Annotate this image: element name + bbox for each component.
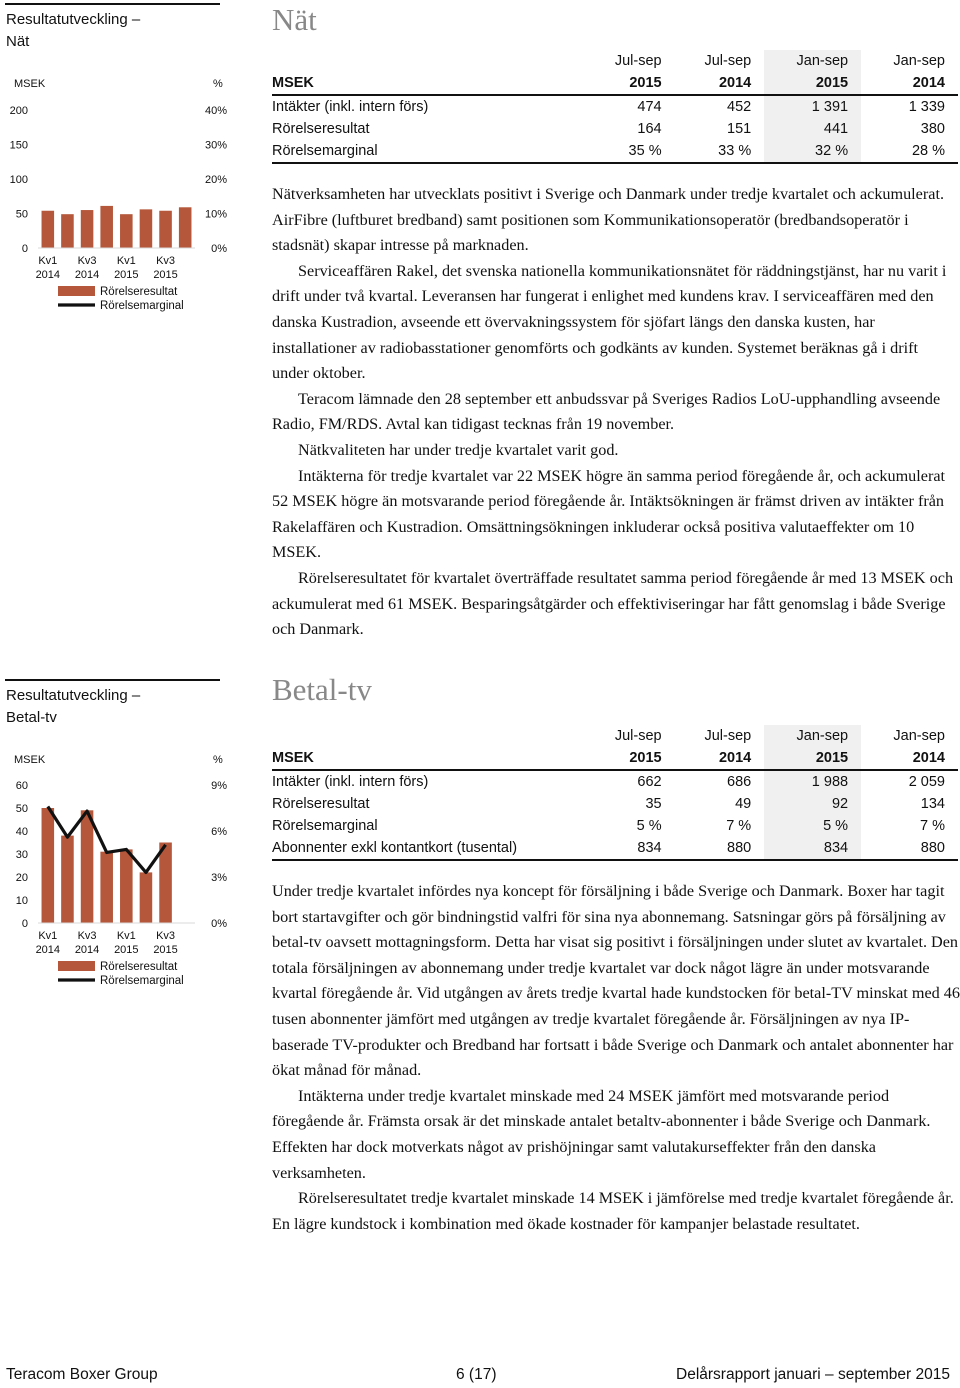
paragraph: Intäkterna under tredje kvartalet minskade med 24 MSEK jämfört med motsvarande period föregående år. Främsta orsak är det minskade antalet betaltv-abonnenter i både Sverige och Danmark. Effekten har dock motverkats något av prishöjningar samt valutakurseffekter från den danska verksamheten. [272,1086,931,1182]
x-tick-label: 2015 [114,944,139,956]
x-tick-label: Kv3 [77,255,97,267]
legend-label: Rörelsemarginal [100,300,184,312]
section-title-net: Nät [272,2,317,37]
net-col-h2: Jul-sep [704,53,752,69]
table-row: Abonnenter exkl kontantkort (tusental) 834 880 834 880 [272,837,958,860]
bar [42,808,55,923]
tv-body-text [272,879,960,1237]
net-body-text [272,182,958,643]
bar [120,214,133,248]
paragraph: Serviceaffären Rakel, det svenska nationella kommunikationsnätet för räddningstjänst, har nu varit i drift under två kvartal. Leveransen har fungerat i enlighet med kundens krav. I serviceaffären med den danska Kustradion, avseende ett övervakningssystem för sjöfart längs den danska kusten, har installationer av radiobasstationer genomförts och godkänts av kunden. Systemet beräknas gå i drift under oktober. [272,261,947,383]
y-tick-label-left: 200 [9,105,28,117]
legend-label: Rörelsemarginal [100,975,184,987]
table-row: Intäkter (inkl. intern förs) 662 686 1 988 2 059 [272,770,958,793]
footer-report-title: Delårsrapport januari – september 2015 [676,1366,950,1383]
x-tick-label: 2015 [153,944,178,956]
y-tick-label-right: 20% [204,174,227,186]
chart-tv [0,770,240,1000]
y-tick-label-right: 0% [211,243,227,255]
legend-label: Rörelseresultat [100,286,178,298]
x-tick-label: Kv3 [156,930,176,942]
x-tick-label: 2015 [114,269,139,281]
tv-left-unit: MSEK [14,754,46,766]
sidebar-net-title: Resultatutveckling – Nät [6,11,141,50]
bar [81,810,94,923]
bar [42,211,55,248]
y-tick-label-left: 50 [15,208,28,221]
paragraph: Nätkvaliteten har under tredje kvartalet varit god. [298,440,619,459]
x-tick-label: Kv3 [156,255,176,267]
section-title-tv: Betal-tv [272,672,372,707]
net-col-h3: Jan-sep [764,50,861,72]
table-row: Rörelsemarginal 5 % 7 % 5 % 7 % [272,815,958,837]
y-tick-label-left: 0 [21,243,28,255]
net-col-h1: Jul-sep [614,53,662,69]
table-row: Rörelsemarginal 35 % 33 % 32 % 28 % [272,140,958,163]
y-tick-label-right: 40% [204,105,227,117]
y-tick-label-left: 150 [9,139,28,152]
tv-right-unit: % [213,754,223,766]
net-right-unit: % [213,78,223,90]
bar [140,209,153,248]
net-left-unit: MSEK [14,78,46,90]
bar [179,207,192,248]
x-tick-label: Kv1 [116,930,136,942]
table-row: Rörelseresultat 35 49 92 134 [272,793,958,815]
bar [159,211,172,248]
paragraph: Rörelseresultatet tredje kvartalet minskade 14 MSEK i jämförelse med tredje kvartalet föregående år. En lägre kundstock i kombination med ökade kostnader för kampanjer belastade resultatet. [272,1189,954,1233]
y-tick-label-right: 9% [211,780,227,792]
net-table: Jul-sep Jul-sep Jan-sep Jan-sep MSEK 2015 2014 2015 2014 Intäkter (inkl. intern förs) 474 452 1 391 1 339 Rörelseresultat 164 151 441 380 Rörelsemarginal 35 % 33 % 32 % 28 % [272,50,958,164]
paragraph: Rörelseresultatet för kvartalet överträffade resultatet samma period föregående år med 13 MSEK och ackumulerat med 61 MSEK. Besparingsåtgärder och effektiviseringar har fått genomslag i både Sverige och Danmark. [272,568,954,639]
y-tick-label-right: 3% [211,872,227,884]
x-tick-label: 2015 [153,269,178,281]
y-tick-label-left: 100 [9,174,28,186]
bar [81,210,94,248]
legend-label: Rörelseresultat [100,961,178,973]
y-tick-label-left: 40 [15,826,28,838]
net-unit: MSEK [272,72,585,95]
sidebar-tv-title: Resultatutveckling – Betal-tv [6,687,141,726]
y-tick-label-left: 60 [15,780,28,792]
footer-page-number: 6 (17) [456,1366,497,1383]
paragraph: Under tredje kvartalet infördes nya koncept för försäljning i både Sverige och Danmark. Boxer har tagit bort startavgifter och gör bindningstid valfri för sina nya abonnemang. Satsningar görs på försäljning av betal-tv oavsett mottagningsform. Detta har visat sig positivt i försäljningen under slutet av kvartalet. Den totala försäljningen av abonnemang under tredje kvartalet var dock något lägre än under motsvarande kvartal föregående år. Vid utgången av årets tredje kvartal hade kundstocken för betal-TV minskat med 46 tusen abonnenter jämfört med utgången av tredje kvartalet föregående år. Försäljningen av nya IP-baserade TV-produkter och Bredband har fortsatt i både Sverige och Danmark och antalet abonnenter har ökat månad för månad. [272,882,960,1080]
paragraph: Teracom lämnade den 28 september ett anbudssvar på Sveriges Radios LoU-upphandling avseende Radio, FM/RDS. Avtal kan tidigast tecknas från 19 november. [272,389,941,434]
x-tick-label: 2014 [74,944,100,956]
x-tick-label: Kv3 [77,930,97,942]
footer-company: Teracom Boxer Group [6,1366,158,1383]
y-tick-label-left: 10 [15,895,28,907]
paragraph: Nätverksamheten har utvecklats positivt i Sverige och Danmark under tredje kvartalet och ackumulerat. AirFibre (luftburet bredband) samt positionen som Kommunikationsoperatör (bredbandsoperatör i stadsnät) skapar intresse på marknaden. [272,185,944,255]
table-row: Intäkter (inkl. intern förs) 474 452 1 391 1 339 [272,95,958,118]
paragraph: Intäkterna för tredje kvartalet var 22 MSEK högre än samma period föregående år, och ackumulerat 52 MSEK högre än motsvarande period föregående år. Intäktsökningen är främst driven av intäkter från Rakelaffären och Kustradion. Omsättningsökningen inkluderar också positiva valutaeffekter om 10 MSEK. [272,466,946,562]
y-tick-label-right: 10% [204,208,227,221]
table-row: Rörelseresultat 164 151 441 380 [272,118,958,140]
legend-swatch-bar [58,286,95,296]
bar [159,843,172,924]
y-tick-label-left: 50 [15,803,28,815]
sidebar-tv-top-rule [5,679,220,681]
y-tick-label-right: 6% [211,826,227,838]
x-tick-label: 2014 [35,944,61,956]
x-tick-label: Kv1 [38,930,58,942]
bar [140,872,153,923]
x-tick-label: Kv1 [116,255,136,267]
chart-net [0,95,240,325]
bar [61,214,74,248]
bar [100,206,113,248]
bar [61,836,74,923]
x-tick-label: Kv1 [38,255,58,267]
tv-table: Jul-sep Jul-sep Jan-sep Jan-sep MSEK 2015 2014 2015 2014 Intäkter (inkl. intern förs) 662 686 1 988 2 059 Rörelseresultat 35 49 92 134 Rörelsemarginal 5 % 7 % 5 % 7 % Abonnenter exkl kontantkort (tusental) 834 880 834 880 [272,725,958,861]
x-tick-label: 2014 [74,269,100,281]
net-col-h4: Jan-sep [893,53,945,69]
legend-swatch-bar [58,961,95,971]
y-tick-label-right: 30% [204,139,227,152]
bar [120,849,133,923]
sidebar-net-top-rule [5,3,220,5]
x-tick-label: 2014 [35,269,61,281]
y-tick-label-left: 20 [15,872,28,884]
tv-unit: MSEK [272,747,585,770]
y-tick-label-right: 0% [211,918,227,930]
y-tick-label-left: 0 [21,918,28,930]
y-tick-label-left: 30 [15,849,28,861]
bar [100,852,113,923]
